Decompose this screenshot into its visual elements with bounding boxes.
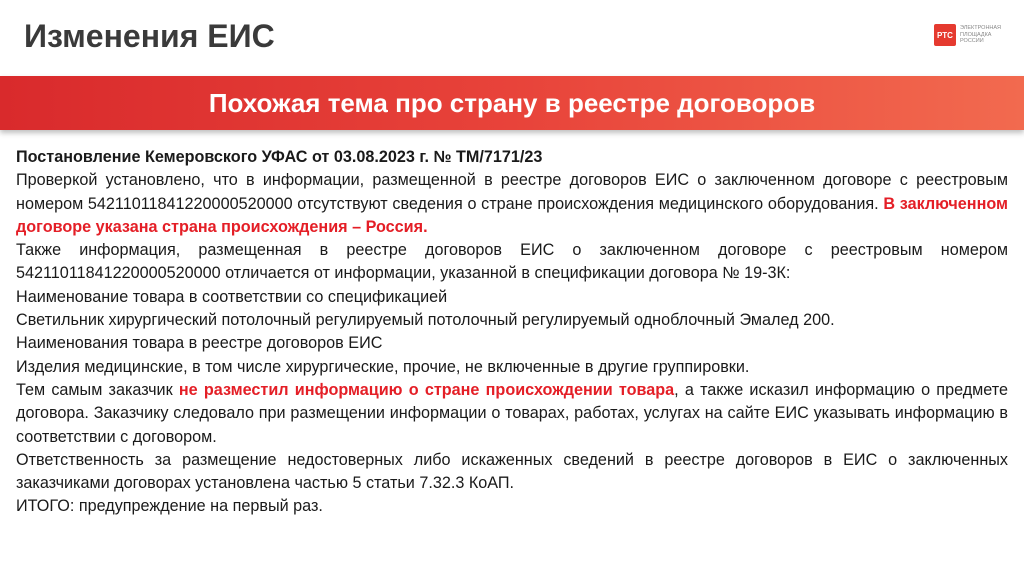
document-body	[16, 146, 1008, 519]
spec-name-label: Наименование товара в соответствии со спецификацией	[16, 287, 448, 306]
paragraph-violation	[16, 379, 1008, 449]
summary-line: ИТОГО: предупреждение на первый раз.	[16, 497, 323, 516]
decision-heading: Постановление Кемеровского УФАС от 03.08.2023 г. № ТМ/7171/23	[16, 148, 543, 166]
logo-mark: РТС	[934, 24, 956, 46]
banner-title: Похожая тема про страну в реестре договоров	[208, 87, 816, 118]
paragraph-liability: Ответственность за размещение недостоверных либо искаженных сведений в реестре договоров в ЕИС о заключенных заказчиками договорах установлена частью 5 статьи 7.32.3 КоАП.	[16, 450, 1008, 493]
paragraph-inspection-text: Проверкой установлено, что в информации, размещенной в реестре договоров ЕИС о заключенном договоре с реестровым номером 54211011841220000520000 отсутствуют сведения о стране происхождения медицинского оборудования.	[16, 171, 1008, 213]
spec-name-value: Светильник хирургический потолочный регулируемый потолочный регулируемый одноблочный Эмалед 200.	[16, 311, 835, 330]
slide-title: Изменения ЕИС	[24, 18, 275, 54]
rts-logo	[934, 22, 1014, 48]
highlight-not-placed: не разместил информацию о стране происхождении товара	[178, 380, 675, 399]
paragraph-violation-start: Тем самым заказчик	[16, 380, 179, 399]
topic-banner	[0, 76, 1024, 130]
highlight-country-russia: В заключенном договоре указана страна происхождения – Россия.	[16, 194, 1008, 236]
registry-name-label: Наименования товара в реестре договоров ЕИС	[16, 334, 383, 353]
logo-text: ЭЛЕКТРОННАЯ ПЛОЩАДКА РОССИИ	[960, 25, 1002, 45]
paragraph-discrepancy: Также информация, размещенная в реестре договоров ЕИС о заключенном договоре с реестровым номером 54211011841220000520000 отличается от информации, указанной в спецификации договора № 19-3К:	[16, 241, 1008, 283]
paragraph-inspection	[16, 169, 1008, 239]
registry-name-value: Изделия медицинские, в том числе хирургические, прочие, не включенные в другие группировки.	[16, 357, 750, 376]
paragraph-violation-end: , а также исказил информацию о предмете договора. Заказчику следовало при размещении информации о товарах, работах, услугах на сайте ЕИС указывать информацию в соответствии с договором.	[16, 380, 1008, 446]
